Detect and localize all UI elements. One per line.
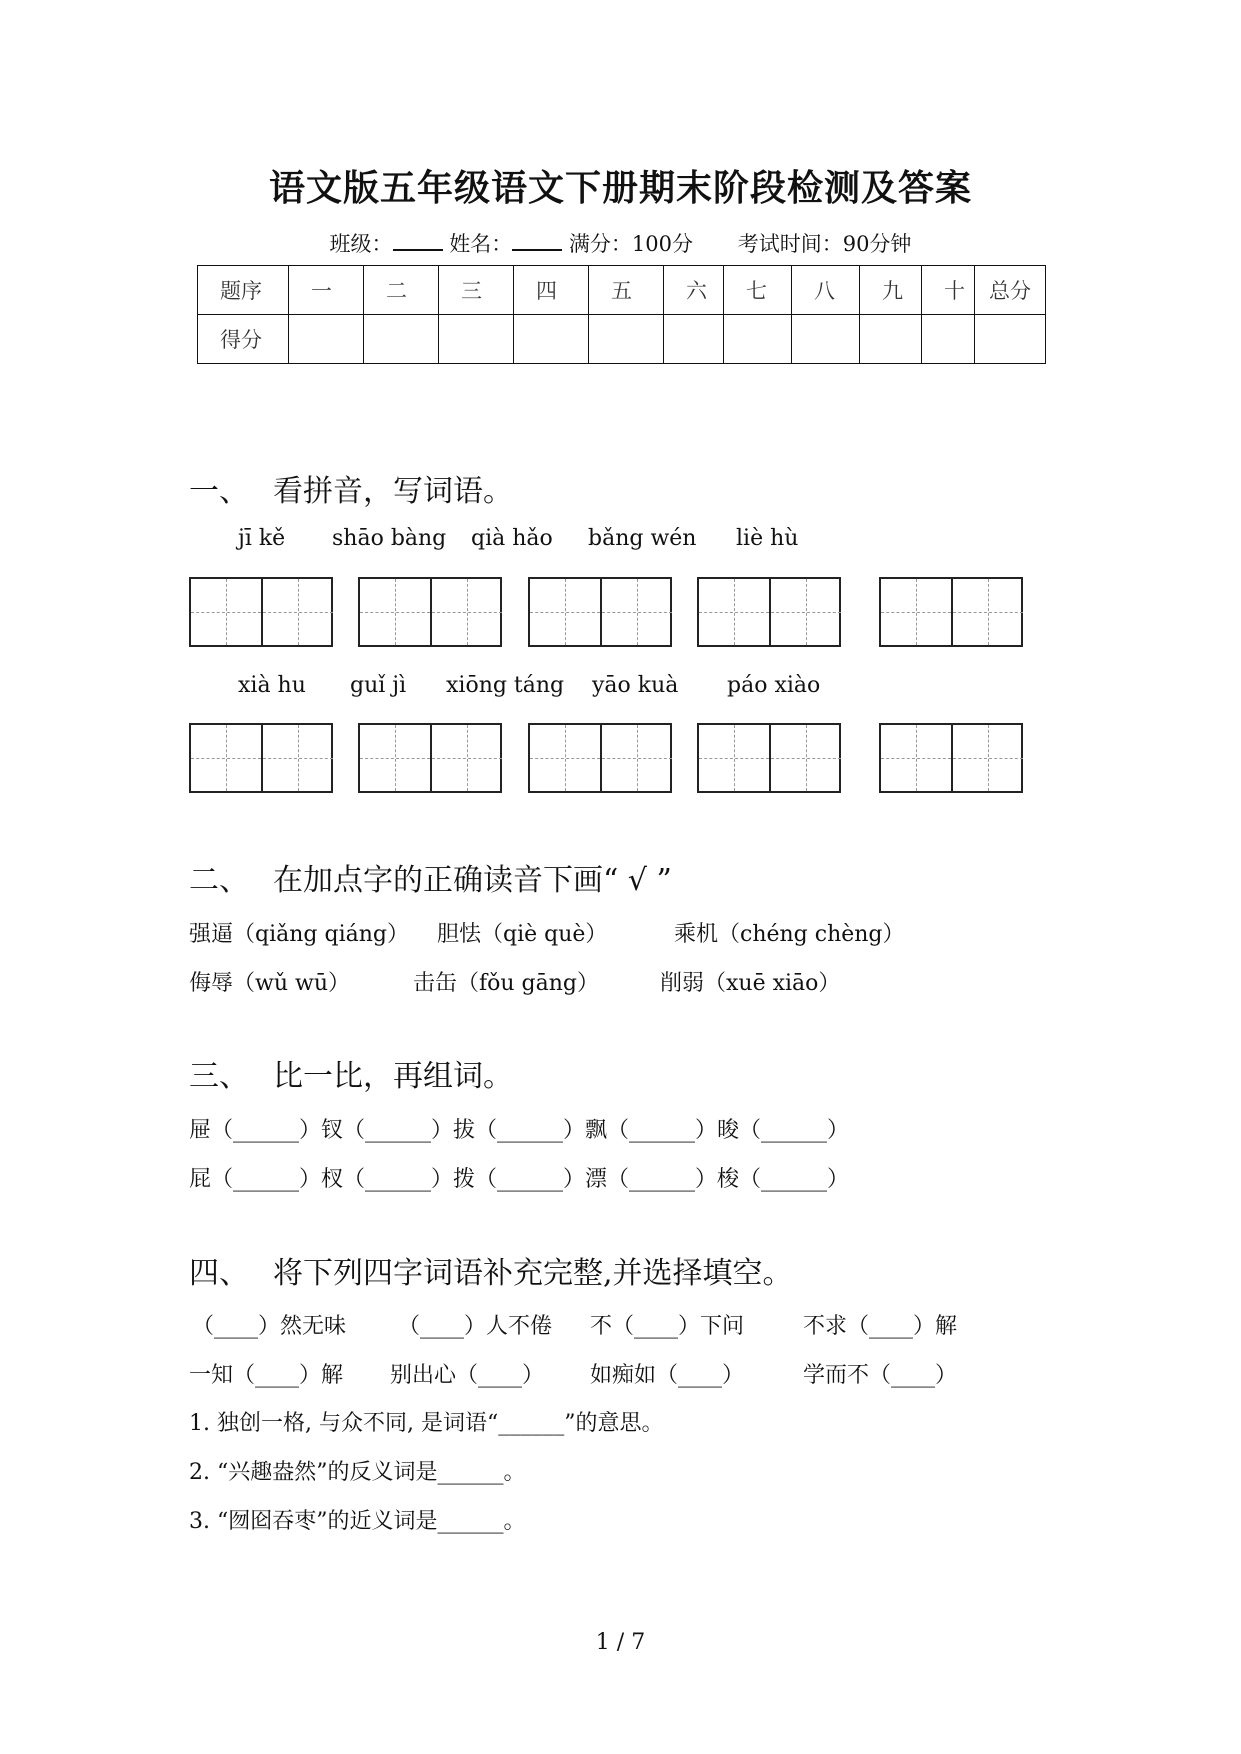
section-title: 看拼音，写词语。 (273, 474, 513, 509)
score-header-cell: 四 (514, 266, 589, 315)
pinyin-label: bǎng wén (588, 526, 697, 551)
score-header-cell: 一 (289, 266, 364, 315)
pinyin-label: yāo kuà (592, 673, 679, 698)
idiom-blank[interactable]: 不求（____）解 (803, 1314, 958, 1339)
section-title: 在加点字的正确读音下画“ √ ” (273, 863, 672, 898)
writing-grid[interactable] (189, 577, 333, 647)
score-header-cell: 题序 (198, 266, 289, 315)
score-cell[interactable] (860, 315, 922, 364)
full-marks: 满分：100分 (568, 232, 694, 256)
section-title: 将下列四字词语补充完整,并选择填空。 (273, 1256, 793, 1291)
reading-item[interactable]: 削弱（xuē xiāo） (660, 971, 841, 996)
page-title: 语文版五年级语文下册期末阶段检测及答案 (268, 168, 972, 209)
score-cell[interactable] (922, 315, 975, 364)
compare-line[interactable]: 屉（______）钗（______）拔（______）飘（______）晙（______） (189, 1118, 850, 1143)
name-blank[interactable] (512, 231, 562, 251)
score-header-cell: 总分 (975, 266, 1046, 315)
pinyin-label: qià hǎo (471, 526, 553, 551)
reading-item[interactable]: 乘机（chéng chèng） (674, 922, 905, 947)
score-header-cell: 八 (792, 266, 860, 315)
score-cell[interactable] (664, 315, 724, 364)
section-number: 三、 (189, 1059, 249, 1094)
section-3-heading (189, 1051, 513, 1095)
idiom-blank[interactable]: 一知（____）解 (189, 1363, 344, 1388)
writing-grid[interactable] (189, 723, 333, 793)
pinyin-label: xià hu (238, 673, 306, 698)
writing-grid[interactable] (697, 723, 841, 793)
section-number: 四、 (189, 1256, 249, 1291)
section-number: 一、 (189, 474, 249, 509)
question-item[interactable]: 2. “兴趣盎然”的反义词是______。 (189, 1460, 526, 1485)
section-4-heading (189, 1248, 793, 1292)
section-1-heading (189, 466, 513, 510)
exam-time: 考试时间：90分钟 (737, 232, 912, 256)
idiom-blank[interactable]: 别出心（____） (390, 1363, 545, 1388)
score-cell[interactable] (439, 315, 514, 364)
writing-grid[interactable] (528, 577, 672, 647)
score-header-cell: 七 (724, 266, 792, 315)
question-item[interactable]: 1. 独创一格, 与众不同, 是词语“______”的意思。 (189, 1411, 664, 1436)
score-header-cell: 二 (364, 266, 439, 315)
score-header-cell: 六 (664, 266, 724, 315)
compare-line[interactable]: 屁（______）杈（______）拨（______）漂（______）梭（______） (189, 1167, 850, 1192)
pinyin-label: páo xiào (727, 673, 821, 698)
pinyin-label: jī kě (238, 526, 286, 551)
score-cell[interactable] (589, 315, 664, 364)
pinyin-label: shāo bàng (332, 526, 447, 551)
idiom-blank[interactable]: 学而不（____） (803, 1363, 958, 1388)
section-2-heading (189, 855, 672, 899)
reading-item[interactable]: 侮辱（wǔ wū） (189, 971, 350, 996)
writing-grid[interactable] (528, 723, 672, 793)
score-cell[interactable] (724, 315, 792, 364)
score-row-label: 得分 (198, 315, 289, 364)
reading-item[interactable]: 胆怯（qiè què） (437, 922, 608, 947)
reading-item[interactable]: 击缶（fǒu gāng） (413, 971, 600, 996)
exam-info (0, 228, 1241, 258)
section-number: 二、 (189, 863, 249, 898)
score-cell[interactable] (289, 315, 364, 364)
section-title: 比一比，再组词。 (273, 1059, 513, 1094)
class-blank[interactable] (393, 231, 443, 251)
question-item[interactable]: 3. “囫囵吞枣”的近义词是______。 (189, 1509, 526, 1534)
score-cell[interactable] (514, 315, 589, 364)
writing-grid[interactable] (879, 577, 1023, 647)
writing-grid[interactable] (358, 577, 502, 647)
reading-item[interactable]: 强逼（qiǎng qiáng） (189, 922, 409, 947)
writing-grid[interactable] (358, 723, 502, 793)
score-table (197, 265, 1046, 364)
idiom-blank[interactable]: 不（____）下问 (590, 1314, 745, 1339)
idiom-blank[interactable]: （____）然无味 (192, 1314, 347, 1339)
writing-grid[interactable] (697, 577, 841, 647)
score-header-cell: 九 (860, 266, 922, 315)
score-cell[interactable] (792, 315, 860, 364)
score-header-cell: 五 (589, 266, 664, 315)
name-label: 姓名： (449, 232, 513, 256)
pinyin-label: xiōng táng (446, 673, 565, 698)
writing-grid[interactable] (879, 723, 1023, 793)
page-number: 1 / 7 (595, 1630, 646, 1655)
score-header-row (198, 266, 1046, 315)
score-cell[interactable] (364, 315, 439, 364)
score-row (198, 315, 1046, 364)
score-cell[interactable] (975, 315, 1046, 364)
class-label: 班级： (329, 232, 393, 256)
score-header-cell: 十 (922, 266, 975, 315)
score-header-cell: 三 (439, 266, 514, 315)
pinyin-label: guǐ jì (350, 673, 407, 698)
idiom-blank[interactable]: （____）人不倦 (398, 1314, 553, 1339)
pinyin-label: liè hù (736, 526, 799, 551)
idiom-blank[interactable]: 如痴如（____） (590, 1363, 745, 1388)
